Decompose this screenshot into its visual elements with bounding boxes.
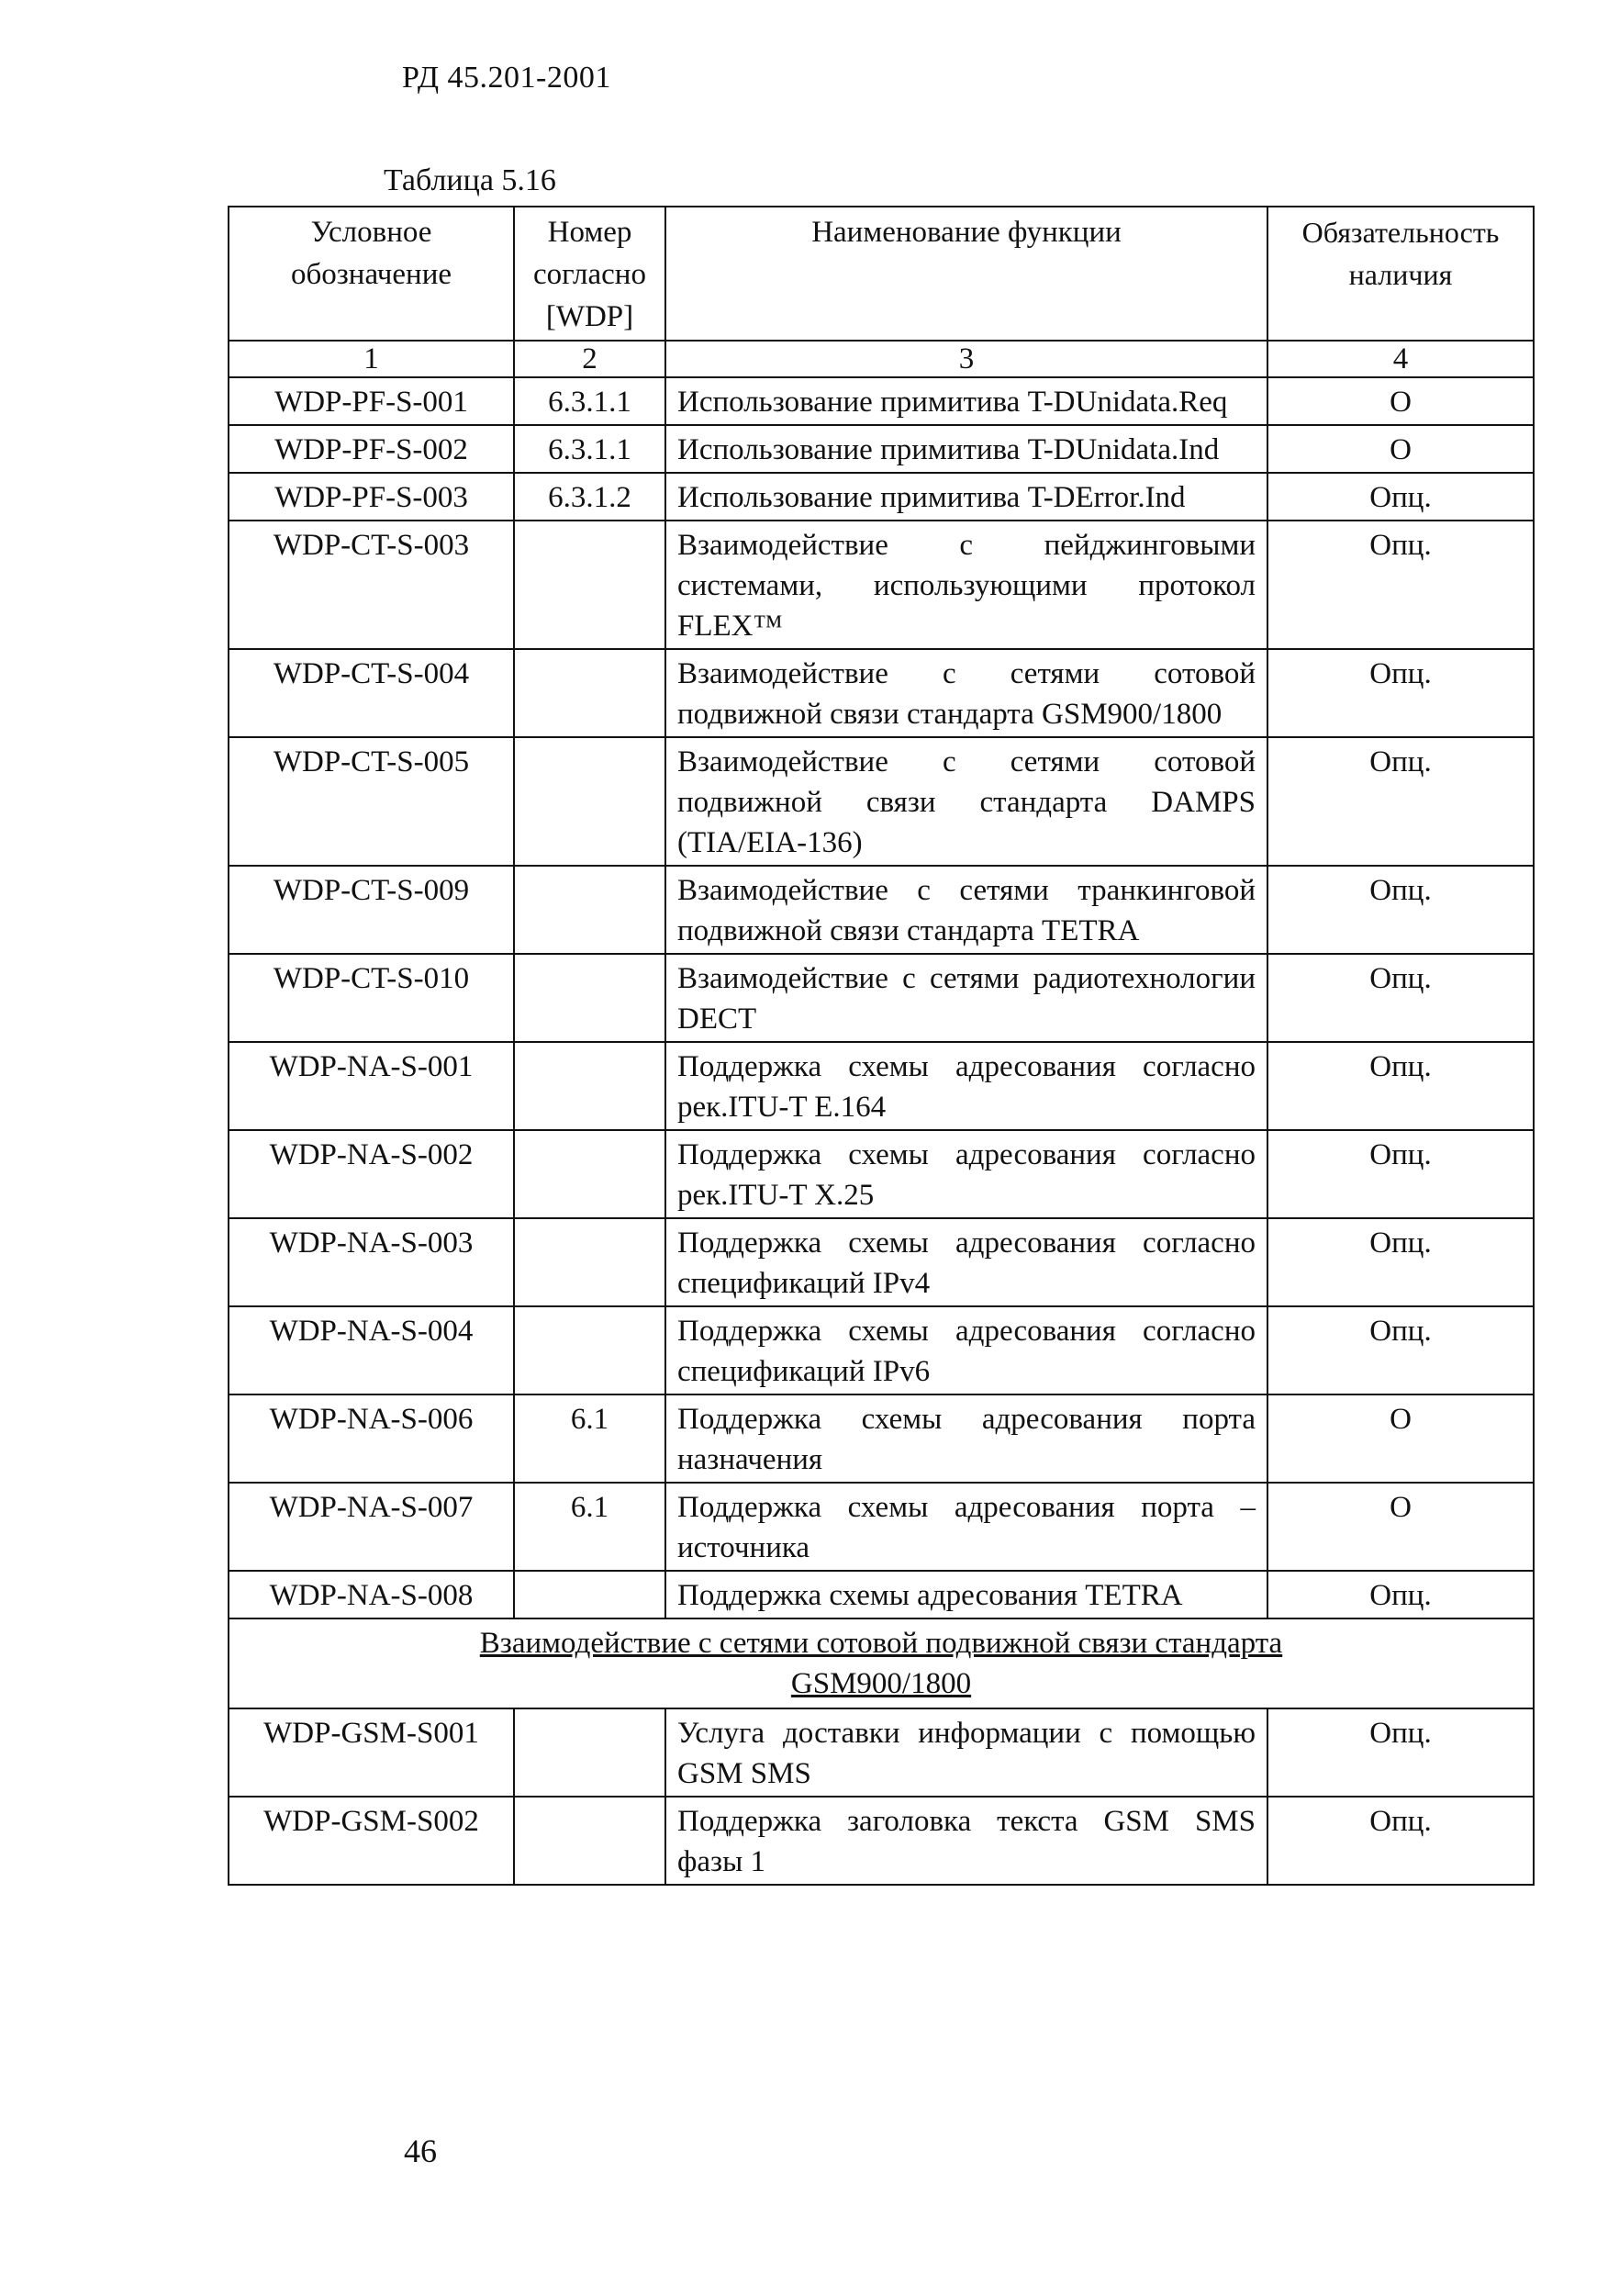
column-number: 3 [665,341,1267,377]
wdp-number-cell [514,1306,665,1394]
designation-cell: WDP-CT-S-004 [229,649,514,737]
wdp-number-cell: 6.3.1.2 [514,473,665,521]
mandatory-cell: Опц. [1267,1571,1534,1618]
wdp-number-cell [514,521,665,649]
mandatory-cell: О [1267,377,1534,425]
mandatory-cell: Опц. [1267,866,1534,954]
function-name-cell: Поддержка схемы адресования согласно спецификаций IPv4 [665,1218,1267,1306]
designation-cell: WDP-GSM-S002 [229,1797,514,1885]
wdp-number-cell [514,1130,665,1218]
mandatory-cell: Опц. [1267,649,1534,737]
function-name-cell: Взаимодействие с сетями сотовой подвижной связи стандарта GSM900/1800 [665,649,1267,737]
designation-cell: WDP-NA-S-002 [229,1130,514,1218]
column-number: 4 [1267,341,1534,377]
function-name-cell: Поддержка схемы адресования TETRA [665,1571,1267,1618]
designation-cell: WDP-CT-S-010 [229,954,514,1042]
wdp-number-cell: 6.1 [514,1394,665,1483]
function-name-cell: Поддержка схемы адресования согласно рек.ITU-T X.25 [665,1130,1267,1218]
wdp-number-cell [514,737,665,866]
table-row [229,521,1534,649]
wdp-number-cell [514,1571,665,1618]
mandatory-cell: Опц. [1267,473,1534,521]
wdp-number-cell: 6.3.1.1 [514,377,665,425]
function-name-cell: Услуга доставки информации с помощью GSM SMS [665,1708,1267,1797]
wdp-number-cell [514,1042,665,1130]
designation-cell: WDP-PF-S-003 [229,473,514,521]
table-caption: Таблица 5.16 [384,163,556,197]
wdp-number-cell: 6.1 [514,1483,665,1571]
designation-cell: WDP-NA-S-008 [229,1571,514,1618]
designation-cell: WDP-NA-S-004 [229,1306,514,1394]
table-row [229,1483,1534,1571]
wdp-number-cell [514,954,665,1042]
mandatory-cell: Опц. [1267,1797,1534,1885]
table-row [229,1797,1534,1885]
wdp-number-cell: 6.3.1.1 [514,425,665,473]
wdp-number-cell [514,649,665,737]
designation-cell: WDP-GSM-S001 [229,1708,514,1797]
function-name-cell: Поддержка схемы адресования согласно спецификаций IPv6 [665,1306,1267,1394]
function-name-cell: Использование примитива T-DUnidata.Ind [665,425,1267,473]
mandatory-cell: Опц. [1267,1306,1534,1394]
table-row [229,1394,1534,1483]
designation-cell: WDP-CT-S-009 [229,866,514,954]
section-row [229,1618,1534,1708]
table-row [229,866,1534,954]
designation-cell: WDP-PF-S-002 [229,425,514,473]
table-row [229,649,1534,737]
header-wdp-number: Номер согласно [WDP] [514,207,665,341]
designation-cell: WDP-PF-S-001 [229,377,514,425]
column-number: 2 [514,341,665,377]
column-number-row [229,341,1534,377]
function-name-cell: Взаимодействие с сетями радиотехнологии DECT [665,954,1267,1042]
function-name-cell: Поддержка схемы адресования порта назначения [665,1394,1267,1483]
function-table [228,206,1535,1886]
function-name-cell: Взаимодействие с пейджинговыми системами, использующими протокол FLEX™ [665,521,1267,649]
document-header: РД 45.201-2001 [402,61,611,95]
table-row [229,1571,1534,1618]
mandatory-cell: Опц. [1267,737,1534,866]
header-mandatory: Обязательность наличия [1267,207,1534,341]
designation-cell: WDP-NA-S-007 [229,1483,514,1571]
table-row [229,1306,1534,1394]
wdp-number-cell [514,1218,665,1306]
page-number: 46 [404,2133,437,2169]
function-name-cell: Взаимодействие с сетями транкинговой подвижной связи стандарта TETRA [665,866,1267,954]
designation-cell: WDP-NA-S-001 [229,1042,514,1130]
wdp-number-cell [514,1708,665,1797]
table-row [229,1042,1534,1130]
function-name-cell: Поддержка заголовка текста GSM SMS фазы 1 [665,1797,1267,1885]
wdp-number-cell [514,1797,665,1885]
header-function-name: Наименование функции [665,207,1267,341]
wdp-number-cell [514,866,665,954]
designation-cell: WDP-NA-S-003 [229,1218,514,1306]
table-row [229,425,1534,473]
table-row [229,1130,1534,1218]
section-heading: Взаимодействие с сетями сотовой подвижной связи стандарта GSM900/1800 [229,1618,1534,1708]
header-designation: Условное обозначение [229,207,514,341]
table-row [229,473,1534,521]
table-row [229,377,1534,425]
mandatory-cell: Опц. [1267,1042,1534,1130]
table-row [229,1708,1534,1797]
mandatory-cell: Опц. [1267,1708,1534,1797]
mandatory-cell: Опц. [1267,521,1534,649]
designation-cell: WDP-CT-S-003 [229,521,514,649]
mandatory-cell: Опц. [1267,954,1534,1042]
function-name-cell: Использование примитива T-DUnidata.Req [665,377,1267,425]
mandatory-cell: Опц. [1267,1218,1534,1306]
designation-cell: WDP-NA-S-006 [229,1394,514,1483]
header-row [229,207,1534,341]
mandatory-cell: О [1267,1483,1534,1571]
table-row [229,1218,1534,1306]
function-name-cell: Взаимодействие с сетями сотовой подвижной связи стандарта DAMPS (TIA/EIA-136) [665,737,1267,866]
mandatory-cell: О [1267,1394,1534,1483]
table-row [229,737,1534,866]
function-name-cell: Поддержка схемы адресования согласно рек.ITU-T E.164 [665,1042,1267,1130]
function-name-cell: Поддержка схемы адресования порта – источника [665,1483,1267,1571]
designation-cell: WDP-CT-S-005 [229,737,514,866]
column-number: 1 [229,341,514,377]
function-name-cell: Использование примитива T-DError.Ind [665,473,1267,521]
table-row [229,954,1534,1042]
mandatory-cell: Опц. [1267,1130,1534,1218]
mandatory-cell: О [1267,425,1534,473]
